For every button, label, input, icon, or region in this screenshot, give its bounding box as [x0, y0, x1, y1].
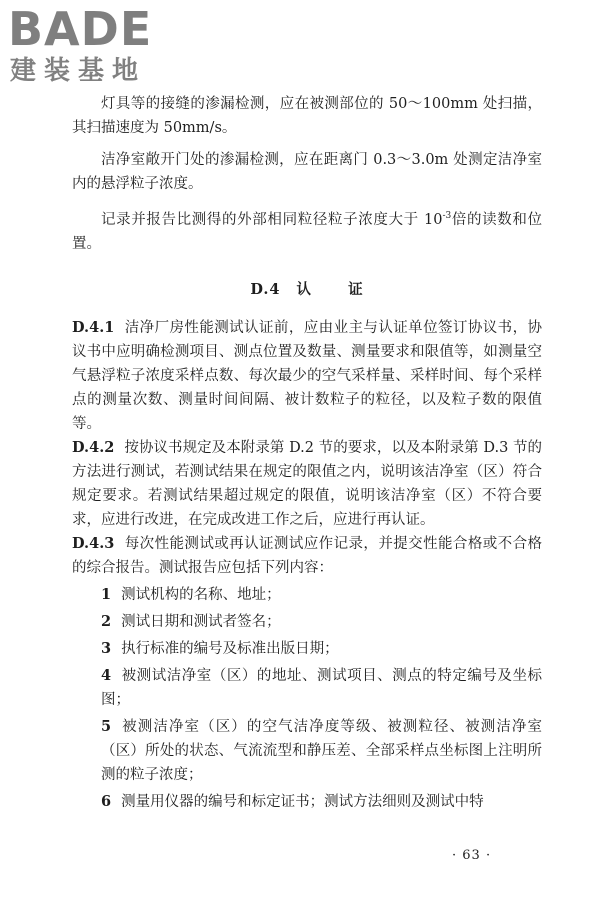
list-item	[72, 664, 542, 712]
logo-brand-text: BADE	[8, 2, 153, 56]
clause-text: 按协议书规定及本附录第 D.2 节的要求，以及本附录第 D.3 节的方法进行测试，若测试结果在规定的限值之内，说明该洁净室（区）符合规定要求。若测试结果超过规定的限值，说明该洁净室（区）不符合要求，应进行改进，在完成改进工作之后，应进行再认证。	[72, 439, 542, 528]
record-report-text-b: 倍的读数和位置。	[72, 211, 543, 252]
list-item-text: 执行标准的编号及标准出版日期；	[121, 640, 339, 657]
exponent: -3	[442, 211, 452, 221]
page-number: · 63 ·	[452, 848, 492, 863]
paragraph-scan-speed: 灯具等的接缝的渗漏检测，应在被测部位的 50～100mm 处扫描，其扫描速度为 50mm/s。	[72, 96, 542, 136]
section-heading	[72, 278, 542, 302]
clause-number: D.4.1	[72, 318, 115, 336]
paragraph-door-leak: 洁净室敞开门处的渗漏检测，应在距离门 0.3～3.0m 处测定洁净室内的悬浮粒子浓度。	[72, 152, 542, 192]
list-item-text: 被测试洁净室（区）的地址、测试项目、测点的特定编号及坐标图；	[101, 667, 542, 708]
list-item-text: 测试机构的名称、地址；	[121, 586, 281, 603]
section-number: D.4	[250, 280, 281, 298]
list-item-text: 测试日期和测试者签名；	[121, 613, 281, 630]
list-item	[72, 637, 542, 661]
section-title-char-1: 认	[296, 280, 313, 298]
clause-d43	[72, 532, 542, 580]
clause-d41	[72, 316, 542, 436]
section-title-char-2: 证	[348, 280, 364, 298]
list-item-number: 4	[101, 666, 112, 684]
clause-number: D.4.3	[72, 534, 115, 552]
list-item	[72, 790, 542, 814]
logo-subtitle: 建装基地	[10, 56, 147, 86]
clause-d42	[72, 436, 542, 532]
list-item-number: 3	[101, 639, 112, 657]
paragraph-record-report	[72, 204, 542, 256]
list-item	[72, 583, 542, 607]
list-item-number: 2	[101, 612, 112, 630]
list-item-text: 测量用仪器的编号和标定证书；测试方法细则及测试中特	[121, 793, 484, 810]
clause-text: 每次性能测试或再认证测试应作记录，并提交性能合格或不合格的综合报告。测试报告应包括下列内容：	[72, 535, 542, 576]
list-item	[72, 610, 542, 634]
list-item-number: 6	[101, 792, 112, 810]
clause-number: D.4.2	[72, 438, 115, 456]
report-content-list	[72, 583, 542, 814]
bade-logo	[8, 4, 176, 86]
document-body	[72, 92, 542, 814]
list-item-text: 被测洁净室（区）的空气洁净度等级、被测粒径、被测洁净室（区）所处的状态、气流流型和静压差、全部采样点坐标图上注明所测的粒子浓度；	[101, 718, 542, 783]
clause-text: 洁净厂房性能测试认证前，应由业主与认证单位签订协议书，协议书中应明确检测项目、测点位置及数量、测量要求和限值等，如测量空气悬浮粒子浓度采样点数、每次最少的空气采样量、采样时间、每个采样点的测量次数、测量时间间隔、被计数粒子的粒径，以及粒子数的限值等。	[72, 319, 542, 432]
list-item-number: 5	[101, 717, 112, 735]
record-report-text-a: 记录并报告比测得的外部相同粒径粒子浓度大于 10	[101, 211, 443, 228]
list-item	[72, 715, 542, 787]
list-item-number: 1	[101, 585, 112, 603]
